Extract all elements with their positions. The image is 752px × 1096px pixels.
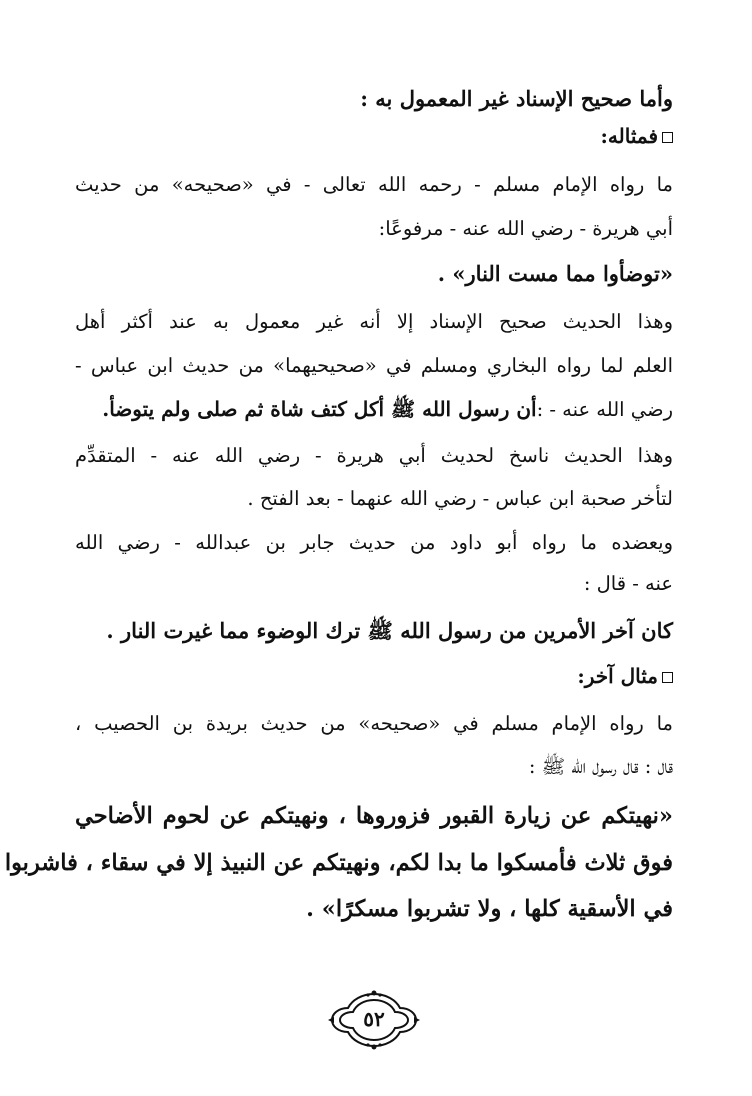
page-number: ٥٢: [363, 1007, 385, 1031]
text-line-9: وهذا الحديث ناسخ لحديث أبي هريرة - رضي الله عنه - المتقدِّم: [75, 444, 673, 467]
heading-label: فمثاله:: [600, 124, 658, 148]
hadith-quote-2: كان آخر الأمرين من رسول الله ﷺ ترك الوضوء مما غيرت النار .: [106, 618, 673, 643]
text-line-11: ويعضده ما رواه أبو داود من حديث جابر بن عبدالله - رضي الله: [75, 531, 673, 554]
heading-another-example: [75, 664, 673, 688]
hadith-quote-3-line-1: «نهيتكم عن زيارة القبور فزوروها ، ونهيتكم عن لحوم الأضاحي: [75, 803, 673, 829]
hadith-quote-3-line-3: في الأسقية كلها ، ولا تشربوا مسكرًا» .: [306, 896, 673, 922]
text-line-12: عنه - قال :: [583, 572, 673, 595]
text-line-10: لتأخر صحبة ابن عباس - رضي الله عنهما - بعد الفتح .: [247, 487, 673, 510]
hadith-quote-1: «توضأوا مما مست النار» .: [437, 261, 673, 286]
text-line-3: ما رواه الإمام مسلم - رحمه الله تعالى - في «صحيحه» من حديث: [75, 173, 673, 196]
heading-label: مثال آخر:: [577, 664, 658, 688]
square-bullet-icon: [662, 672, 673, 683]
hadith-quote-3-line-2: فوق ثلاث فأمسكوا ما بدا لكم، ونهيتكم عن النبيذ إلا في سقاء ، فاشربوا: [4, 850, 673, 876]
text-line-8-plain: رضي الله عنه - :: [536, 398, 673, 421]
square-bullet-icon: [662, 132, 673, 143]
text-line-8-bold: أن رسول الله ﷺ أكل كتف شاة ثم صلى ولم يتوضأ.: [102, 397, 537, 421]
text-line-6: وهذا الحديث صحيح الإسناد إلا أنه غير معمول به عند أكثر أهل: [75, 310, 673, 333]
text-line-7: العلم لما رواه البخاري ومسلم في «صحيحيهما» من حديث ابن عباس -: [75, 354, 673, 377]
text-line-4: أبي هريرة - رضي الله عنه - مرفوعًا:: [378, 217, 673, 240]
text-line-8: [75, 399, 673, 420]
text-line-15: ما رواه الإمام مسلم في «صحيحه» من حديث بريدة بن الحصيب ،: [75, 712, 673, 735]
heading-example: [75, 124, 673, 148]
text-line-1: وأما صحيح الإسناد غير المعمول به :: [360, 86, 673, 111]
text-line-16: قال : قال رسول الله ﷺ :: [528, 755, 673, 778]
